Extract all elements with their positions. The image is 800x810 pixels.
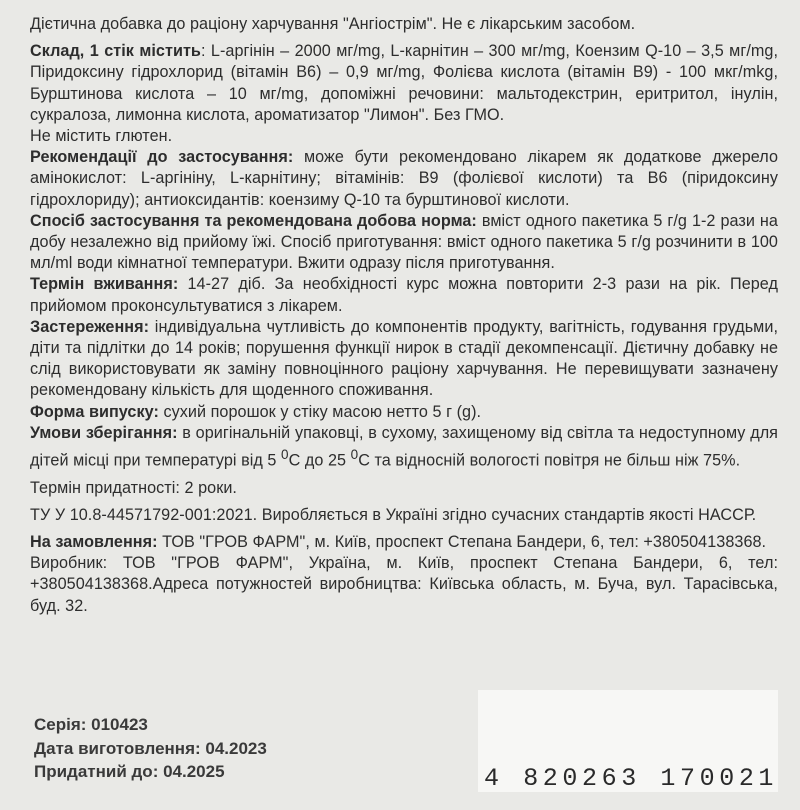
- recommendations-label: Рекомендації до застосування:: [30, 148, 294, 167]
- term-label: Термін вживання:: [30, 275, 179, 294]
- composition-paragraph: [30, 41, 778, 126]
- batch-series: Серія: 010423: [34, 715, 148, 734]
- storage-text-3: С та відносній вологості повітря не більш ніж 75%.: [358, 451, 741, 470]
- composition-text: : L-аргінін – 2000 мг/mg, L-карнітин – 300 мг/mg, Коензим Q-10 – 3,5 мг/mg, Піридоксину гідрохлорид (вітамін В6) – 0,9 мг/mg, Фолієва кислота (вітамін В9) - 100 мкг/mkg, Бурштинова кислота – 10 мг/mg, допоміжні речовини: мальтодекстрин, еритритол, інулін, сукралоза, лимонна кислота, ароматизатор "Лимон". Без ГМО.: [30, 42, 778, 124]
- recommendations-paragraph: [30, 147, 778, 211]
- shelf-life: Термін придатності: 2 роки.: [30, 478, 237, 497]
- storage-text-2: С до 25: [288, 451, 351, 470]
- usage-paragraph: [30, 211, 778, 275]
- form-label: Форма випуску:: [30, 402, 159, 421]
- batch-manufactured: Дата виготовлення: 04.2023: [34, 738, 267, 758]
- recommendations-text: може бути рекомендовано лікарем як додаткове джерело амінокислот: L-аргініну, L-карнітину; вітамінів: В9 (фолієвої кислоти) та В6 (піридоксину гідрохлориду); антиоксидантів: коензиму Q-10 та бурштинової кислоти.: [30, 148, 779, 209]
- warnings-label: Застереження:: [30, 317, 150, 336]
- storage-paragraph: [30, 423, 778, 472]
- warnings-paragraph: [30, 317, 778, 402]
- storage-text-1: в оригінальній упаковці, в сухому, захищеному від світла та недоступному для дітей місці при температурі від 5: [30, 423, 778, 470]
- batch-info: [34, 713, 267, 784]
- degree-mark: 0: [350, 447, 359, 463]
- usage-label: Спосіб застосування та рекомендована добова норма:: [30, 211, 477, 230]
- warnings-text: індивідуальна чутливість до компонентів продукту, вагітність, годування грудьми, діти та підлітки до 14 років; порушення функції нирок в стадії декомпенсації. Дієтичну добавку не слід використовувати як заміну повноцінного раціону харчування. Не перевищувати зазначену рекомендовану кількість для щоденного споживання.: [30, 317, 778, 400]
- product-label-text: [30, 14, 778, 617]
- term-paragraph: [30, 274, 778, 316]
- form-text: сухий порошок у стіку масою нетто 5 г (g).: [158, 402, 482, 421]
- order-paragraph: [30, 532, 778, 553]
- barcode-digits: 4 820263 170021: [484, 764, 779, 793]
- gluten-note: Не містить глютен.: [30, 127, 173, 146]
- degree-mark: 0: [281, 447, 289, 463]
- standard-paragraph: ТУ У 10.8-44571792-001:2021. Виробляється в Україні згідно сучасних стандартів якості НАССР.: [30, 505, 757, 524]
- order-text: ТОВ "ГРОВ ФАРМ", м. Київ, проспект Степана Бандери, 6, тел: +380504138368.: [157, 533, 767, 552]
- intro-line: Дієтична добавка до раціону харчування "Ангіострім". Не є лікарським засобом.: [30, 15, 636, 33]
- form-paragraph: [30, 402, 778, 423]
- term-text: 14-27 діб. За необхідності курс можна повторити 2-3 рази на рік. Перед прийомом проконсультуватися з лікарем.: [30, 275, 778, 315]
- order-label: На замовлення:: [30, 533, 158, 552]
- manufacturer-paragraph: Виробник: ТОВ "ГРОВ ФАРМ", Україна, м. Київ, проспект Степана Бандери, 6, тел: +380504138368.Адреса потужностей виробництва: Київська область, м. Буча, вул. Тарасівська, буд. 32.: [30, 554, 778, 615]
- usage-text: вміст одного пакетика 5 г/g 1-2 рази на добу незалежно від прийому їжі. Спосіб приготування: вміст одного пакетика 5 г/g розчинити в 100 мл/ml води кімнатної температури. Вжити одразу після приготування.: [30, 211, 778, 273]
- storage-label: Умови зберігання:: [30, 423, 178, 442]
- batch-expires: Придатний до: 04.2025: [34, 762, 225, 781]
- composition-label: Склад, 1 стік містить: [30, 42, 201, 61]
